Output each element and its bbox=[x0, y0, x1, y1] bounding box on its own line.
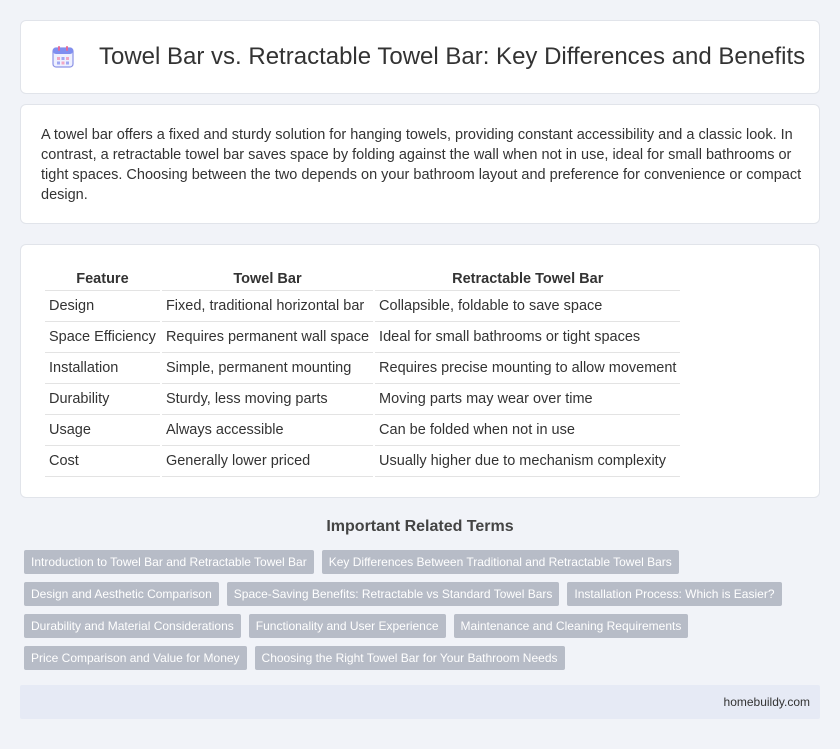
table-row bbox=[45, 291, 680, 322]
tag-row bbox=[24, 614, 824, 638]
table-cell: Ideal for small bathrooms or tight spaces bbox=[375, 322, 680, 353]
comparison-table bbox=[43, 267, 682, 477]
table-cell: Requires precise mounting to allow movement bbox=[375, 353, 680, 384]
related-term-tag[interactable]: Introduction to Towel Bar and Retractable Towel Bar bbox=[24, 550, 314, 574]
column-header-feature: Feature bbox=[45, 267, 160, 291]
page-title: Towel Bar vs. Retractable Towel Bar: Key Differences and Benefits bbox=[99, 43, 806, 70]
table-cell: Always accessible bbox=[162, 415, 373, 446]
table-header-row bbox=[45, 267, 680, 291]
related-terms-heading: Important Related Terms bbox=[326, 518, 514, 535]
table-row bbox=[45, 322, 680, 353]
related-term-tag[interactable]: Key Differences Between Traditional and Retractable Towel Bars bbox=[322, 550, 679, 574]
related-term-tag[interactable]: Choosing the Right Towel Bar for Your Bathroom Needs bbox=[255, 646, 565, 670]
table-cell: Can be folded when not in use bbox=[375, 415, 680, 446]
related-terms-tags bbox=[24, 550, 824, 678]
table-row bbox=[45, 415, 680, 446]
table-cell: Design bbox=[45, 291, 160, 322]
table-row bbox=[45, 384, 680, 415]
table-cell: Collapsible, foldable to save space bbox=[375, 291, 680, 322]
intro-paragraph: A towel bar offers a fixed and sturdy solution for hanging towels, providing constant accessibility and a classic look. In contrast, a retractable towel bar saves space by folding against the wall when not in use, ideal for small bathrooms or tight spaces. Choosing between the two depends on your bathroom layout and preference for convenience or compact design. bbox=[41, 127, 802, 203]
intro-card bbox=[20, 104, 820, 224]
table-cell: Simple, permanent mounting bbox=[162, 353, 373, 384]
table-cell: Generally lower priced bbox=[162, 446, 373, 477]
column-header-retractable: Retractable Towel Bar bbox=[375, 267, 680, 291]
footer-site-link[interactable]: homebuildy.com bbox=[723, 695, 810, 709]
table-cell: Requires permanent wall space bbox=[162, 322, 373, 353]
table-cell: Moving parts may wear over time bbox=[375, 384, 680, 415]
header-card bbox=[20, 20, 820, 94]
title-row bbox=[49, 43, 805, 71]
table-cell: Space Efficiency bbox=[45, 322, 160, 353]
related-term-tag[interactable]: Installation Process: Which is Easier? bbox=[567, 582, 781, 606]
table-cell: Sturdy, less moving parts bbox=[162, 384, 373, 415]
related-term-tag[interactable]: Design and Aesthetic Comparison bbox=[24, 582, 219, 606]
tag-row bbox=[24, 646, 824, 670]
related-term-tag[interactable]: Functionality and User Experience bbox=[249, 614, 446, 638]
table-cell: Usage bbox=[45, 415, 160, 446]
comparison-card bbox=[20, 244, 820, 498]
table-cell: Durability bbox=[45, 384, 160, 415]
tag-row bbox=[24, 550, 824, 574]
column-header-towel-bar: Towel Bar bbox=[162, 267, 373, 291]
table-cell: Cost bbox=[45, 446, 160, 477]
table-cell: Usually higher due to mechanism complexity bbox=[375, 446, 680, 477]
related-term-tag[interactable]: Maintenance and Cleaning Requirements bbox=[454, 614, 689, 638]
tag-row bbox=[24, 582, 824, 606]
footer-bar bbox=[20, 685, 820, 719]
table-row bbox=[45, 446, 680, 477]
table-cell: Installation bbox=[45, 353, 160, 384]
related-term-tag[interactable]: Price Comparison and Value for Money bbox=[24, 646, 247, 670]
related-term-tag[interactable]: Space-Saving Benefits: Retractable vs Standard Towel Bars bbox=[227, 582, 560, 606]
table-row bbox=[45, 353, 680, 384]
related-term-tag[interactable]: Durability and Material Considerations bbox=[24, 614, 241, 638]
table-cell: Fixed, traditional horizontal bar bbox=[162, 291, 373, 322]
calendar-icon bbox=[49, 43, 77, 71]
